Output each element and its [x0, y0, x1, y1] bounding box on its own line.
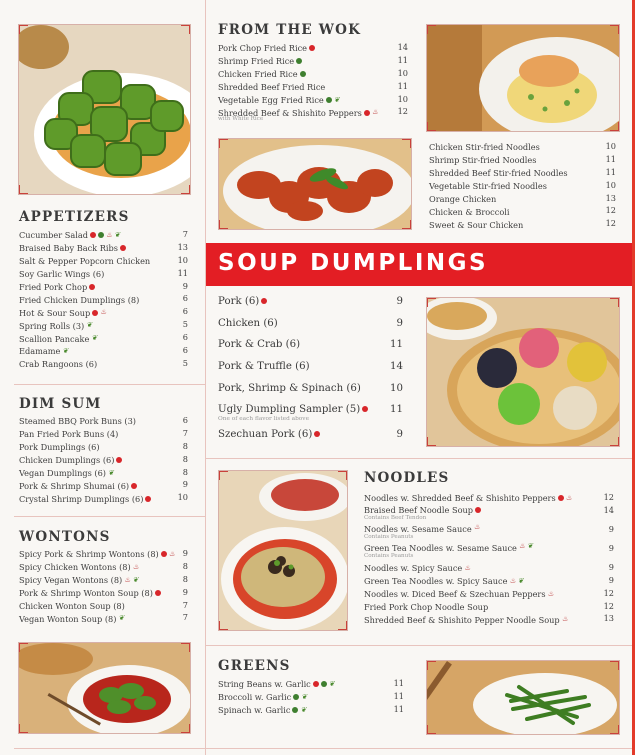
chili-pepper-icon: ♨	[561, 615, 568, 624]
menu-item: Pork & Shrimp Wonton Soup (8) 9	[19, 586, 188, 599]
vegan-leaf-icon: ❦	[132, 575, 139, 584]
chili-pepper-icon: ♨	[168, 549, 176, 558]
photo-soup-dumplings	[426, 297, 620, 447]
menu-item: Noodles w. Shredded Beef & Shishito Peppers ♨ 12	[364, 492, 614, 504]
spicy-dot-icon	[131, 483, 137, 489]
spicy-dot-icon	[161, 551, 167, 557]
wok-noodle-items	[429, 141, 616, 231]
chili-pepper-icon: ♨	[509, 576, 516, 585]
gluten-free-icon	[293, 694, 299, 700]
menu-item: Chicken Wonton Soup (8) 7	[19, 599, 188, 611]
menu-item: Spinach w. Garlic ❦ 11	[218, 703, 404, 716]
menu-item: Chicken (6) 9	[218, 317, 403, 329]
menu-item: Pork & Shrimp Shumai (6) 9	[19, 479, 188, 491]
photo-noodles	[218, 470, 348, 631]
vegan-leaf-icon: ❦	[301, 692, 308, 701]
menu-item: Noodles w. Diced Beef & Szechuan Peppers ♨ 12	[364, 587, 614, 600]
menu-item: Scallion Pancake ❦ 6	[19, 332, 188, 344]
menu-item: Shredded Beef Fried Rice 11	[218, 80, 408, 93]
menu-item: Crystal Shrimp Dumplings (6) 10	[19, 492, 188, 504]
dim-sum-items	[19, 415, 188, 505]
menu-item: Soy Garlic Wings (6) 11	[19, 267, 188, 280]
menu-item: Broccoli w. Garlic ❦ 11	[218, 690, 404, 703]
spicy-dot-icon	[313, 681, 319, 687]
divider	[14, 748, 632, 749]
noodle-items	[364, 492, 614, 626]
menu-item: Pork Dumplings (6) 8	[19, 440, 188, 453]
menu-item: Fried Pork Chop Noodle Soup 12	[364, 600, 614, 612]
spicy-dot-icon	[155, 590, 161, 596]
photo-cucumber-salad	[18, 24, 191, 195]
menu-item: Pork, Shrimp & Spinach (6) 10	[218, 382, 403, 394]
soup-dumpling-items	[218, 296, 403, 451]
vegan-leaf-icon: ❦	[328, 679, 335, 688]
chili-pepper-icon: ♨	[547, 589, 554, 598]
section-title-appetizers: APPETIZERS	[19, 209, 130, 225]
menu-item: Shredded Beef & Shishito Pepper Noodle Soup ♨ 13	[364, 613, 614, 625]
soup-dumplings-banner	[206, 243, 632, 286]
spicy-dot-icon	[116, 457, 122, 463]
spicy-dot-icon	[362, 406, 368, 412]
menu-item: Shredded Beef & Shishito Peppers ♨ 12 with White Rice	[218, 106, 408, 123]
photo-fried-rice	[426, 24, 620, 132]
menu-item: Sweet & Sour Chicken 12	[429, 218, 616, 230]
menu-item: Crab Rangoons (6) 5	[19, 357, 188, 370]
menu-item: Fried Chicken Dumplings (8) 6	[19, 293, 188, 305]
menu-item: String Beans w. Garlic ❦ 11	[218, 678, 404, 690]
divider	[206, 458, 632, 459]
spicy-dot-icon	[309, 45, 315, 51]
chili-pepper-icon: ♨	[464, 563, 471, 572]
menu-item: Braised Beef Noodle Soup 14 Contains Beef Tendon	[364, 504, 614, 521]
menu-item: Pork (6) 9	[218, 296, 403, 307]
menu-item: Steamed BBQ Pork Buns (3) 6	[19, 415, 188, 427]
menu-item: Vegan Dumplings (6) ❦ 8	[19, 466, 188, 478]
menu-item: Pork & Crab (6) 11	[218, 339, 403, 351]
menu-item: Vegetable Stir-fried Noodles 10	[429, 179, 616, 192]
menu-item: Spring Rolls (3) ❦ 5	[19, 319, 188, 331]
photo-string-beans	[426, 660, 620, 735]
section-title-dim-sum: DIM SUM	[19, 396, 102, 412]
vegan-leaf-icon: ❦	[108, 468, 114, 477]
menu-item: Spicy Chicken Wontons (8) ♨ 8	[19, 560, 188, 573]
gluten-free-icon	[300, 71, 306, 77]
chili-pepper-icon: ♨	[124, 575, 131, 584]
chili-pepper-icon: ♨	[100, 308, 107, 317]
spicy-dot-icon	[90, 232, 96, 238]
menu-item: Chicken Dumplings (6) 8	[19, 453, 188, 466]
wonton-items	[19, 548, 188, 625]
vegan-leaf-icon: ❦	[86, 321, 93, 330]
menu-item: Shrimp Fried Rice 11	[218, 54, 408, 67]
greens-items	[218, 678, 404, 717]
gluten-free-icon	[296, 58, 302, 64]
menu-item: Chicken & Broccoli 12	[429, 205, 616, 217]
spicy-dot-icon	[145, 496, 151, 502]
photo-wonton-soup	[18, 642, 191, 734]
menu-item: Spicy Vegan Wontons (8) ♨ ❦ 8	[19, 573, 188, 586]
menu-item: Orange Chicken 13	[429, 192, 616, 204]
spicy-dot-icon	[92, 310, 98, 316]
spicy-dot-icon	[314, 431, 320, 437]
menu-item: Ugly Dumpling Sampler (5) 11 One of each flavor listed above	[218, 404, 403, 423]
divider	[206, 645, 632, 646]
menu-item: Edamame ❦ 6	[19, 345, 188, 357]
menu-item: Shredded Beef Stir-fried Noodles 11	[429, 166, 616, 179]
menu-item: Vegan Wonton Soup (8) ❦ 7	[19, 612, 188, 624]
chili-pepper-icon: ♨	[565, 493, 572, 502]
chili-pepper-icon: ♨	[473, 522, 480, 531]
vegan-leaf-icon: ❦	[62, 346, 69, 355]
menu-item: Chicken Stir-fried Noodles 10	[429, 141, 616, 153]
menu-item: Noodles w. Sesame Sauce ♨ 9 Contains Peanuts	[364, 522, 614, 540]
menu-item: Pan Fried Pork Buns (4) 7	[19, 427, 188, 440]
chili-pepper-icon: ♨	[132, 562, 139, 571]
gluten-free-icon	[326, 97, 332, 103]
menu-item: Green Tea Noodles w. Sesame Sauce ♨ ❦ 9 Contains Peanuts	[364, 541, 614, 559]
chili-pepper-icon: ♨	[106, 230, 113, 239]
wok-items	[218, 42, 408, 123]
menu-item: Fried Pork Chop 9	[19, 280, 188, 292]
menu-item: Salt & Pepper Popcorn Chicken 10	[19, 254, 188, 267]
section-title-from-the-wok: FROM THE WOK	[218, 22, 362, 38]
divider	[14, 516, 205, 517]
section-title-soup-dumplings: SOUP DUMPLINGS	[218, 250, 489, 276]
chili-pepper-icon: ♨	[518, 541, 526, 550]
chili-pepper-icon: ♨	[371, 108, 379, 117]
menu-item: Pork Chop Fried Rice 14	[218, 42, 408, 54]
menu-item: Spicy Pork & Shrimp Wontons (8) ♨ 9	[19, 548, 188, 560]
spicy-dot-icon	[364, 110, 370, 116]
section-title-greens: GREENS	[218, 658, 291, 674]
spicy-dot-icon	[261, 298, 267, 304]
vegan-leaf-icon: ❦	[300, 705, 307, 714]
vegan-leaf-icon: ❦	[517, 576, 524, 585]
gluten-free-icon	[292, 707, 298, 713]
menu-item: Noodles w. Spicy Sauce ♨ 9	[364, 561, 614, 574]
vegan-leaf-icon: ❦	[118, 614, 125, 623]
vegan-leaf-icon: ❦	[333, 95, 340, 104]
vegan-leaf-icon: ❦	[91, 334, 98, 343]
menu-item: Vegetable Egg Fried Rice ❦ 10	[218, 93, 408, 105]
section-title-wontons: WONTONS	[19, 529, 111, 545]
menu-item: Hot & Sour Soup ♨ 6	[19, 306, 188, 318]
spicy-dot-icon	[89, 284, 95, 290]
vegan-leaf-icon: ❦	[527, 541, 534, 550]
spicy-dot-icon	[475, 507, 481, 513]
menu-item: Szechuan Pork (6) 9	[218, 429, 403, 441]
menu-item: Chicken Fried Rice 10	[218, 67, 408, 80]
spicy-dot-icon	[558, 495, 564, 501]
vegan-leaf-icon: ❦	[114, 230, 121, 239]
appetizer-items	[19, 229, 188, 371]
column-divider	[205, 0, 206, 755]
menu-item: Braised Baby Back Ribs 13	[19, 241, 188, 254]
menu-item: Green Tea Noodles w. Spicy Sauce ♨ ❦ 9	[364, 574, 614, 587]
divider	[14, 384, 205, 385]
gluten-free-icon	[321, 681, 327, 687]
menu-item: Pork & Truffle (6) 14	[218, 361, 403, 373]
menu-item: Cucumber Salad ♨ ❦ 7	[19, 229, 188, 241]
gluten-free-icon	[98, 232, 104, 238]
spicy-dot-icon	[120, 245, 126, 251]
menu-item: Shrimp Stir-fried Noodles 11	[429, 153, 616, 166]
section-title-noodles: NOODLES	[364, 470, 450, 486]
photo-orange-chicken	[218, 138, 412, 230]
